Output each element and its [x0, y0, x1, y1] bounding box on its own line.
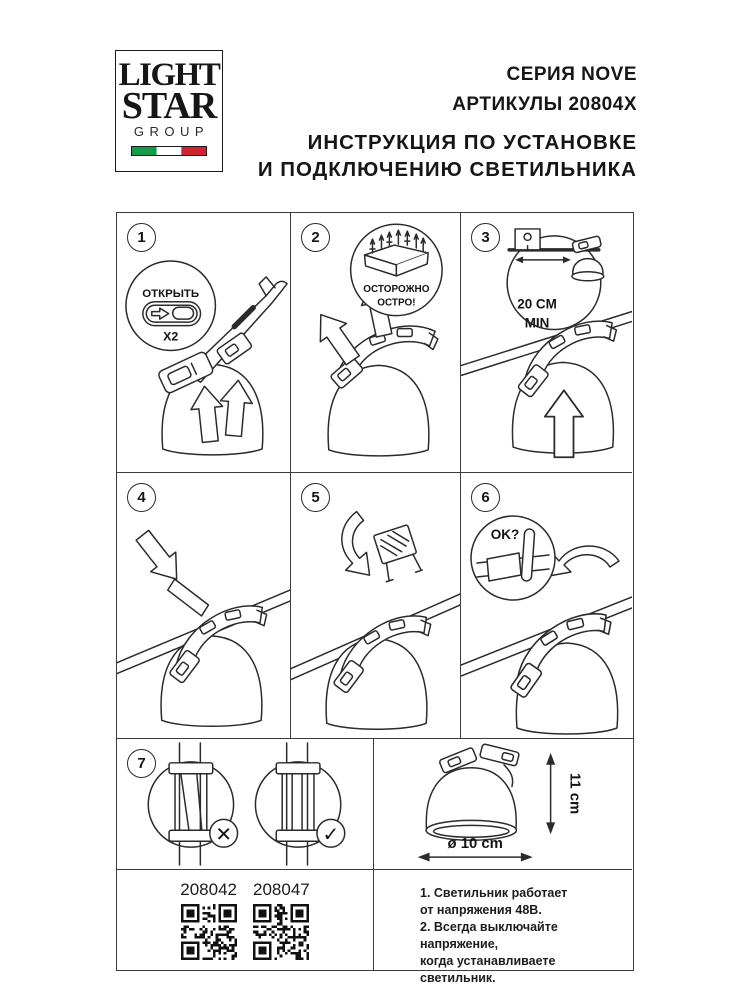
article-code-label: 208042 [180, 880, 237, 899]
italian-flag-icon [131, 146, 207, 156]
step-5-panel [291, 473, 461, 738]
rotate-down-arrow-icon [342, 512, 370, 576]
step-6-illustration [461, 473, 632, 738]
qr-code-208042 [181, 904, 237, 960]
note-line-1: 1. Светильник работает [420, 886, 568, 900]
article-code-label: 208047 [253, 880, 310, 899]
article-numbers-line: АРТИКУЛЫ 20804X [452, 94, 637, 115]
ok-label: OK? [490, 527, 520, 542]
steps-grid-top [116, 212, 634, 738]
step-4-number: 4 [127, 483, 156, 512]
title-line-1: ИНСТРУКЦИЯ ПО УСТАНОВКЕ [307, 131, 637, 154]
note-line-4: когда устанавливаете светильник. [420, 954, 556, 985]
logo-word-group: GROUP [133, 124, 210, 139]
step-2-panel [291, 213, 461, 473]
distance-line-1: 20 CM [517, 296, 557, 312]
title-line-2: И ПОДКЛЮЧЕНИЮ СВЕТИЛЬНИКА [257, 158, 637, 181]
series-name: СЕРИЯ NOVE [506, 64, 637, 85]
logo-word-light: LIGHT [118, 57, 220, 93]
step-3-panel [461, 213, 632, 473]
qr-code-208047 [253, 904, 309, 960]
article-208047 [253, 879, 310, 960]
step-5-number: 5 [301, 483, 330, 512]
times-label: X2 [163, 329, 179, 344]
lightstar-logo [115, 50, 223, 172]
article-208042 [180, 879, 237, 960]
dimensions-panel [374, 739, 632, 870]
document-title [258, 129, 637, 183]
logo-word-star: STAR [121, 85, 217, 127]
warning-line-2: ОСТРО! [377, 297, 416, 309]
distance-line-2: MIN [524, 315, 550, 331]
articles-panel [117, 870, 374, 970]
open-label: ОТКРЫТЬ [142, 287, 200, 300]
step-6-panel [461, 473, 632, 738]
note-line-2: от напряжения 48В. [420, 903, 542, 917]
notes-panel [374, 870, 632, 985]
cross-icon: ✕ [215, 823, 232, 847]
step-4-illustration [117, 473, 290, 738]
step-5-illustration [291, 473, 460, 738]
header-text [258, 60, 637, 183]
note-line-3: 2. Всегда выключайте напряжение, [420, 920, 558, 951]
step-7-panel [117, 739, 374, 870]
safety-notes [374, 870, 632, 987]
step-3-number: 3 [471, 223, 500, 252]
step-1-number: 1 [127, 223, 156, 252]
height-dimension: 11 cm [566, 772, 583, 815]
warning-line-1: ОСТОРОЖНО [363, 283, 430, 295]
cover-clip-icon [372, 525, 423, 582]
step-1-panel [117, 213, 291, 473]
step-7-number: 7 [127, 749, 156, 778]
step-6-number: 6 [471, 483, 500, 512]
lamp-dimensions-illustration [374, 739, 632, 869]
step-4-panel [117, 473, 291, 738]
check-icon: ✓ [322, 823, 340, 847]
steps-grid-bottom [116, 738, 634, 985]
rotate-arrow-icon [549, 546, 619, 576]
step-2-number: 2 [301, 223, 330, 252]
diameter-dimension: ø 10 cm [447, 836, 503, 853]
